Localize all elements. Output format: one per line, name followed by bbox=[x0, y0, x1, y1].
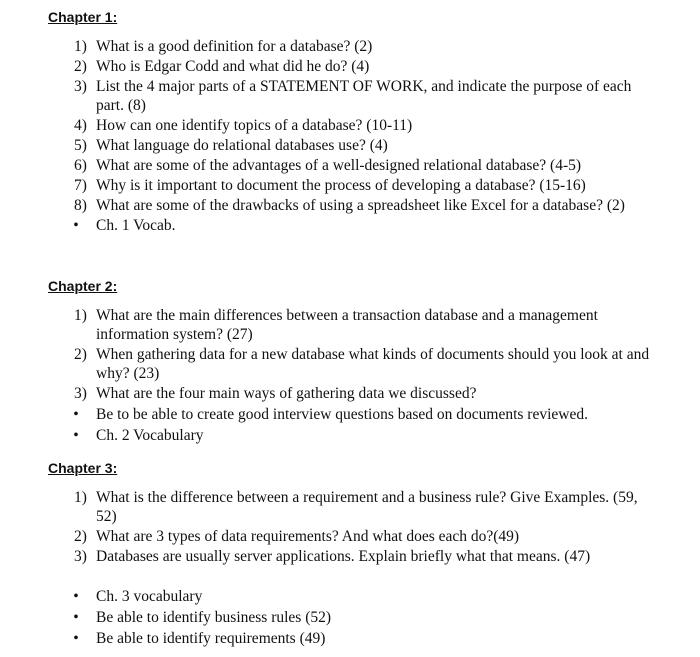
bullet-marker: • bbox=[73, 427, 79, 444]
bullet-marker: • bbox=[73, 406, 79, 423]
item-text: Ch. 2 Vocabulary bbox=[96, 427, 204, 444]
item-text: What language do relational databases use? (4) bbox=[96, 137, 388, 154]
item-number: 2) bbox=[74, 58, 87, 75]
bullet-marker: • bbox=[73, 609, 79, 626]
item-number: 1) bbox=[74, 489, 87, 506]
item-text: What are the four main ways of gathering data we discussed? bbox=[96, 385, 477, 402]
item-text: When gathering data for a new database what kinds of documents should you look at and bbox=[96, 346, 650, 363]
item-text: What is a good definition for a database? (2) bbox=[96, 38, 373, 55]
item-text: What are some of the advantages of a well-designed relational database? (4-5) bbox=[96, 157, 582, 174]
item-text: Be to be able to create good interview questions based on documents reviewed. bbox=[96, 406, 588, 423]
item-text-continuation: 52) bbox=[96, 508, 117, 525]
item-number: 7) bbox=[74, 177, 87, 194]
item-text: How can one identify topics of a database? (10-11) bbox=[96, 117, 413, 134]
chapter-3-heading: Chapter 3: bbox=[48, 460, 118, 476]
item-number: 4) bbox=[74, 117, 87, 134]
item-number: 8) bbox=[74, 197, 87, 214]
item-number: 1) bbox=[74, 307, 87, 324]
chapter-2-heading: Chapter 2: bbox=[48, 278, 118, 294]
item-text: Databases are usually server applications. Explain briefly what that means. (47) bbox=[96, 548, 591, 565]
item-number: 6) bbox=[74, 157, 87, 174]
item-number: 3) bbox=[74, 548, 87, 565]
bullet-marker: • bbox=[73, 217, 79, 234]
item-text: What are the main differences between a transaction database and a management bbox=[96, 307, 598, 324]
bullet-marker: • bbox=[73, 630, 79, 647]
item-text: Ch. 3 vocabulary bbox=[96, 588, 203, 605]
item-text: Be able to identify business rules (52) bbox=[96, 609, 332, 626]
item-text: Ch. 1 Vocab. bbox=[96, 217, 176, 234]
item-text: Who is Edgar Codd and what did he do? (4) bbox=[96, 58, 370, 75]
item-number: 1) bbox=[74, 38, 87, 55]
item-text: What are some of the drawbacks of using a spreadsheet like Excel for a database? (2) bbox=[96, 197, 625, 214]
item-text: What are 3 types of data requirements? And what does each do?(49) bbox=[96, 528, 520, 545]
item-text: Be able to identify requirements (49) bbox=[96, 630, 326, 647]
item-text-continuation: information system? (27) bbox=[96, 326, 253, 343]
item-text-continuation: why? (23) bbox=[96, 365, 160, 382]
item-number: 3) bbox=[74, 385, 87, 402]
item-number: 3) bbox=[74, 78, 87, 95]
item-text: What is the difference between a requirement and a business rule? Give Examples. (59, bbox=[96, 489, 638, 506]
bullet-marker: • bbox=[73, 588, 79, 605]
item-text-continuation: part. (8) bbox=[96, 97, 146, 114]
item-number: 2) bbox=[74, 528, 87, 545]
item-text: List the 4 major parts of a STATEMENT OF WORK, and indicate the purpose of each bbox=[96, 78, 632, 95]
item-text: Why is it important to document the process of developing a database? (15-16) bbox=[96, 177, 586, 194]
chapter-1-heading: Chapter 1: bbox=[48, 9, 118, 25]
item-number: 5) bbox=[74, 137, 87, 154]
item-number: 2) bbox=[74, 346, 87, 363]
